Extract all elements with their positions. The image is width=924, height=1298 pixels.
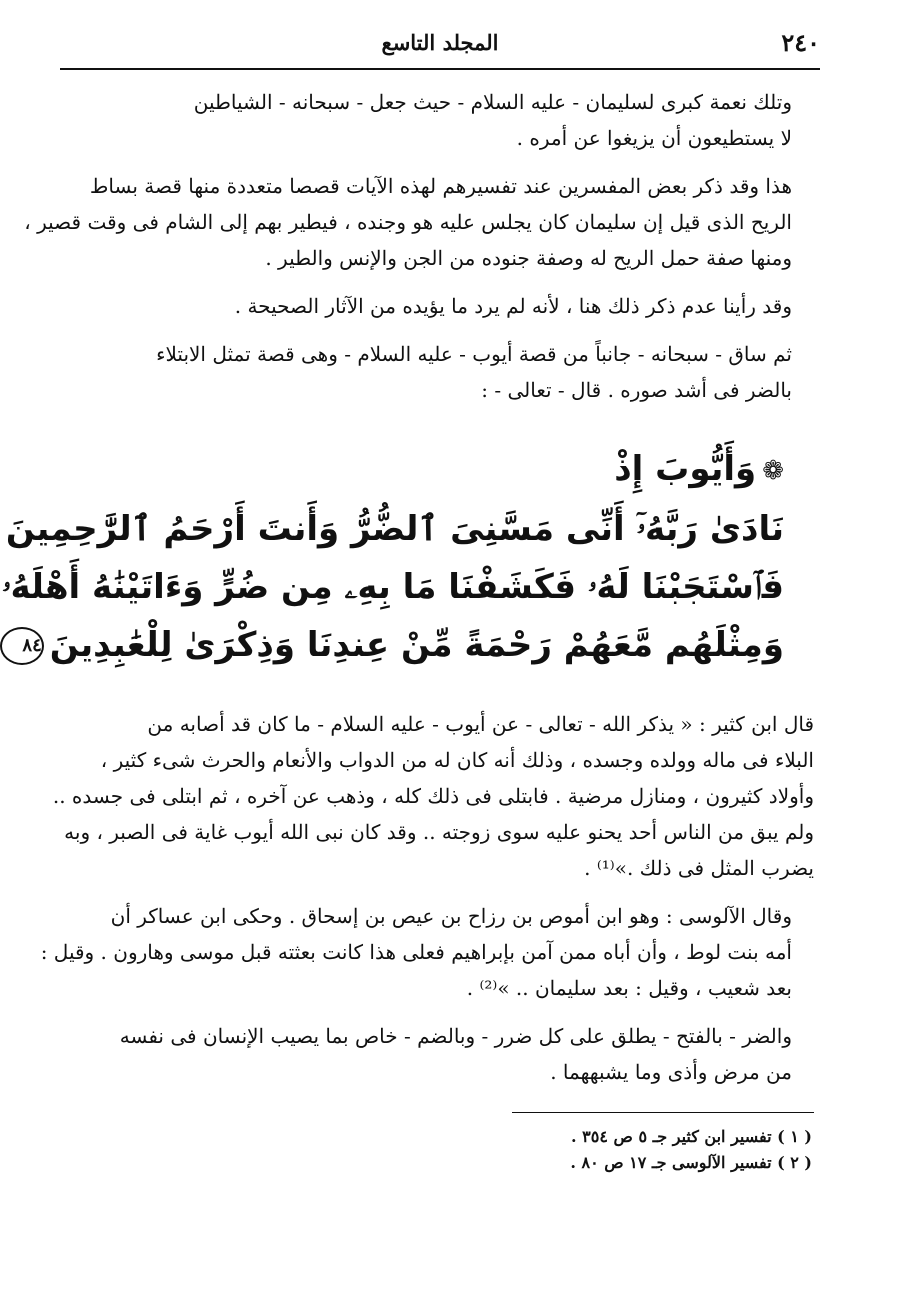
footnote-divider: [512, 1112, 814, 1113]
flower-ornament-icon: ❁: [762, 455, 784, 486]
paragraph-ayyub-intro: [62, 336, 814, 408]
text-line: بالضر فى أشد صوره . قال - تعالى - :: [481, 378, 792, 402]
text-line: لا يستطيعون أن يزيغوا عن أمره .: [516, 126, 792, 150]
verse-text: فَٱسْتَجَبْنَا لَهُۥ فَكَشَفْنَا مَا بِهِۦ مِن ضُرٍّ وَءَاتَيْنَٰهُ أَهْلَهُۥ: [1, 566, 784, 607]
paragraph-solomon-favor: [62, 84, 814, 156]
text-line: الريح الذى قيل إن سليمان كان يجلس عليه هو وجنده ، فيطير بهم إلى الشام فى وقت قصير ،: [24, 210, 792, 234]
verse-text: وَأَيُّوبَ إِذْ: [614, 449, 757, 489]
verse-text: نَادَىٰ رَبَّهُۥٓ أَنِّى مَسَّنِىَ ٱلضُّرُّ وَأَنتَ أَرْحَمُ ٱلرَّٰحِمِينَ: [5, 508, 784, 549]
text-line: والضر - بالفتح - يطلق على كل ضرر - وبالضم - خاص بما يصيب الإنسان فى نفسه: [119, 1023, 792, 1048]
paragraph-alusi: [40, 898, 814, 1006]
text-line: البلاء فى ماله وولده وجسده ، وذلك أنه كان له من الدواب والأنعام والحرث شىء كثير ،: [100, 747, 814, 772]
text-line: وقال الآلوسى : وهو ابن أموص بن رزاح بن عيص بن إسحاق . وحكى ابن عساكر أن: [110, 903, 792, 928]
text-line: وتلك نعمة كبرى لسليمان - عليه السلام - حيث جعل - سبحانه - الشياطين: [193, 90, 792, 114]
text-line: قال ابن كثير : « يذكر الله - تعالى - عن أيوب - عليه السلام - ما كان قد أصابه من: [147, 711, 814, 736]
text-line: وأولاد كثيرون ، ومنازل مرضية . فابتلى فى ذلك كله ، وذهب عن آخره ، ثم ابتلى فى جسده ..: [52, 783, 814, 808]
paragraph-omission-note: [62, 288, 814, 324]
verse-line: [92, 440, 784, 500]
footnotes: [300, 1124, 812, 1176]
verse-line: [5, 500, 784, 558]
text-line: ثم ساق - سبحانه - جانباً من قصة أيوب - عليه السلام - وهى قصة تمثل الابتلاء: [156, 342, 792, 366]
footnote-item: ( ٢ ) تفسير الآلوسى جـ ١٧ ص ٨٠ .: [570, 1153, 812, 1172]
ayah-number-marker: ٨٤: [0, 627, 44, 665]
paragraph-harm-definition: [62, 1018, 814, 1090]
verse-line: [1, 558, 784, 616]
main-text: [1, 84, 814, 1102]
text-line: ولم يبق من الناس أحد يحنو عليه سوى زوجته .. وقد كان نبى الله أيوب غاية فى الصبر ، وبه: [64, 819, 814, 844]
page-number: ٢٤٠: [781, 28, 820, 57]
text-line: يضرب المثل فى ذلك .»⁽¹⁾ .: [584, 855, 814, 880]
footnote-item: ( ١ ) تفسير ابن كثير جـ ٥ ص ٣٥٤ .: [571, 1127, 812, 1146]
text-line: بعد شعيب ، وقيل : بعد سليمان .. »⁽²⁾ .: [466, 975, 792, 1000]
paragraph-wind-carpet: [24, 168, 814, 276]
running-title: المجلد التاسع: [381, 30, 499, 55]
verse-line: [22, 616, 784, 674]
paragraph-ibn-kathir: [52, 706, 814, 886]
header-divider: [60, 68, 820, 70]
page-header: [60, 28, 820, 68]
text-line: ومنها صفة حمل الريح له وصفة جنوده من الجن والإنس والطير .: [265, 246, 792, 270]
text-line: أمه بنت لوط ، وأن أباه ممن آمن بإبراهيم فعلى هذا كانت بعثته قبل موسى وهارون . وقيل :: [40, 939, 792, 964]
verse-text: وَمِثْلَهُم مَّعَهُمْ رَحْمَةً مِّنْ عِندِنَا وَذِكْرَىٰ لِلْعَٰبِدِينَ: [49, 624, 784, 665]
quran-verse-block: [1, 440, 814, 674]
text-line: هذا وقد ذكر بعض المفسرين عند تفسيرهم لهذه الآيات قصصا متعددة منها قصة بساط: [89, 174, 792, 198]
text-line: من مرض وأذى وما يشبههما .: [550, 1059, 792, 1084]
text-line: وقد رأينا عدم ذكر ذلك هنا ، لأنه لم يرد ما يؤيده من الآثار الصحيحة .: [234, 294, 792, 318]
